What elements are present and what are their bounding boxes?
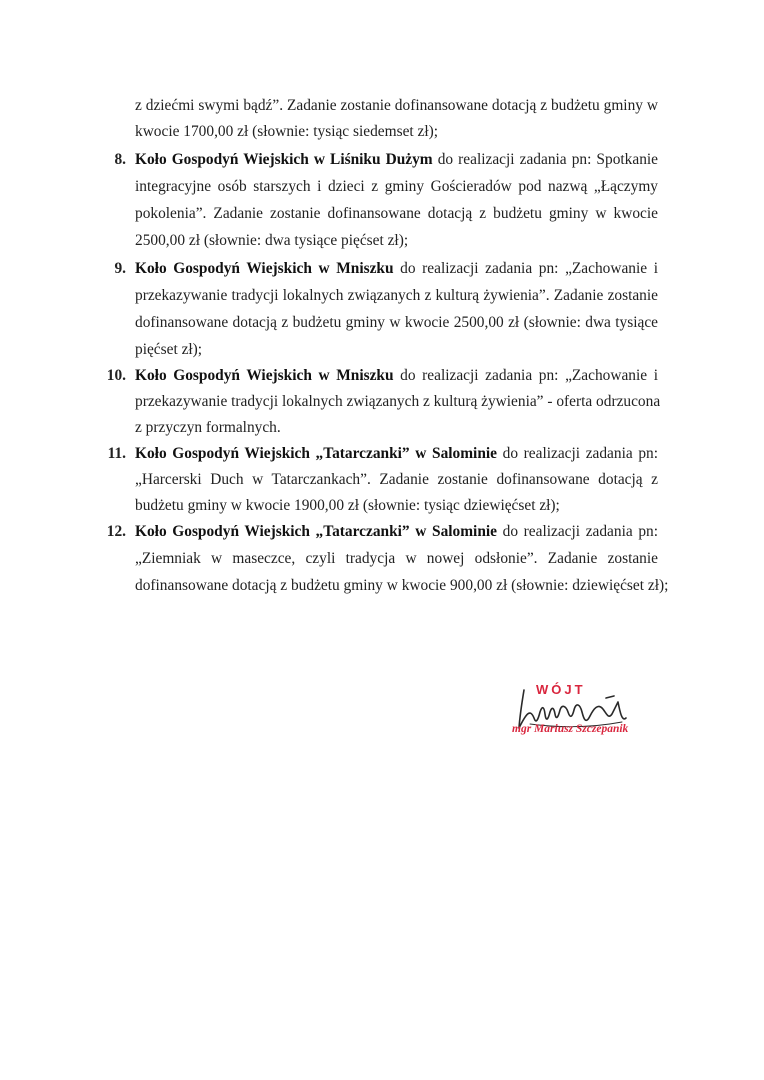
item-text: do realizacji zadania pn: „Zachowanie i [393,367,658,384]
item-first-line [135,259,658,279]
item-line: budżetu gminy w kwocie 1900,00 zł (słownie: tysiąc dziewięćset zł); [135,497,560,514]
item-line: „Harcerski Duch w Tatarczankach”. Zadanie zostanie dofinansowane dotacją z [135,471,658,488]
item-text: do realizacji zadania pn: [497,523,658,540]
item-text: do realizacji zadania pn: [497,445,658,462]
organization-name: Koło Gospodyń Wiejskich „Tatarczanki” w Salominie [135,523,498,540]
item-line: pokolenia”. Zadanie zostanie dofinansowane dotacją z budżetu gminy w kwocie [135,205,658,222]
organization-name: Koło Gospodyń Wiejskich „Tatarczanki” w Salominie [135,445,498,462]
item-text: do realizacji zadania pn: Spotkanie [432,151,658,168]
stamp-name: mgr Mariusz Szczepanik [512,723,629,735]
item-first-line [135,366,658,386]
item-line: 2500,00 zł (słownie: dwa tysiące pięćset zł); [135,232,409,249]
item-line: przekazywanie tradycji lokalnych związanych z kulturą żywienia” - oferta odrzucona [135,393,661,410]
item-number: 8. [114,151,126,168]
item-line: z przyczyn formalnych. [135,419,281,436]
item-number: 12. [106,523,126,540]
item-line: dofinansowane dotacją z budżetu gminy w kwocie 900,00 zł (słownie: dziewięćset zł); [135,577,669,594]
organization-name: Koło Gospodyń Wiejskich w Liśniku Dużym [135,151,433,168]
item-line: pięćset zł); [135,341,203,358]
organization-name: Koło Gospodyń Wiejskich w Mniszku [135,260,394,277]
item-number: 9. [114,260,126,277]
wojt-stamp [500,682,660,744]
continuation-line: kwocie 1700,00 zł (słownie: tysiąc siedemset zł); [135,123,439,140]
item-text: do realizacji zadania pn: „Zachowanie i [393,260,658,277]
stamp-title: WÓJT [536,682,586,697]
continuation-line: z dziećmi swymi bądź”. Zadanie zostanie dofinansowane dotacją z budżetu gminy w [135,97,658,114]
item-line: dofinansowane dotacją z budżetu gminy w kwocie 2500,00 zł (słownie: dwa tysiące [135,314,658,331]
item-first-line [135,522,658,542]
item-line: przekazywanie tradycji lokalnych związanych z kulturą żywienia”. Zadanie zostanie [135,287,658,304]
item-line: integracyjne osób starszych i dzieci z gminy Gościeradów pod nazwą „Łączymy [135,178,658,195]
organization-name: Koło Gospodyń Wiejskich w Mniszku [135,367,394,384]
item-number: 10. [106,367,126,384]
item-first-line [135,444,658,464]
item-number: 11. [107,445,126,462]
item-line: „Ziemniak w maseczce, czyli tradycja w nowej odsłonie”. Zadanie zostanie [135,550,658,567]
item-first-line [135,150,658,170]
